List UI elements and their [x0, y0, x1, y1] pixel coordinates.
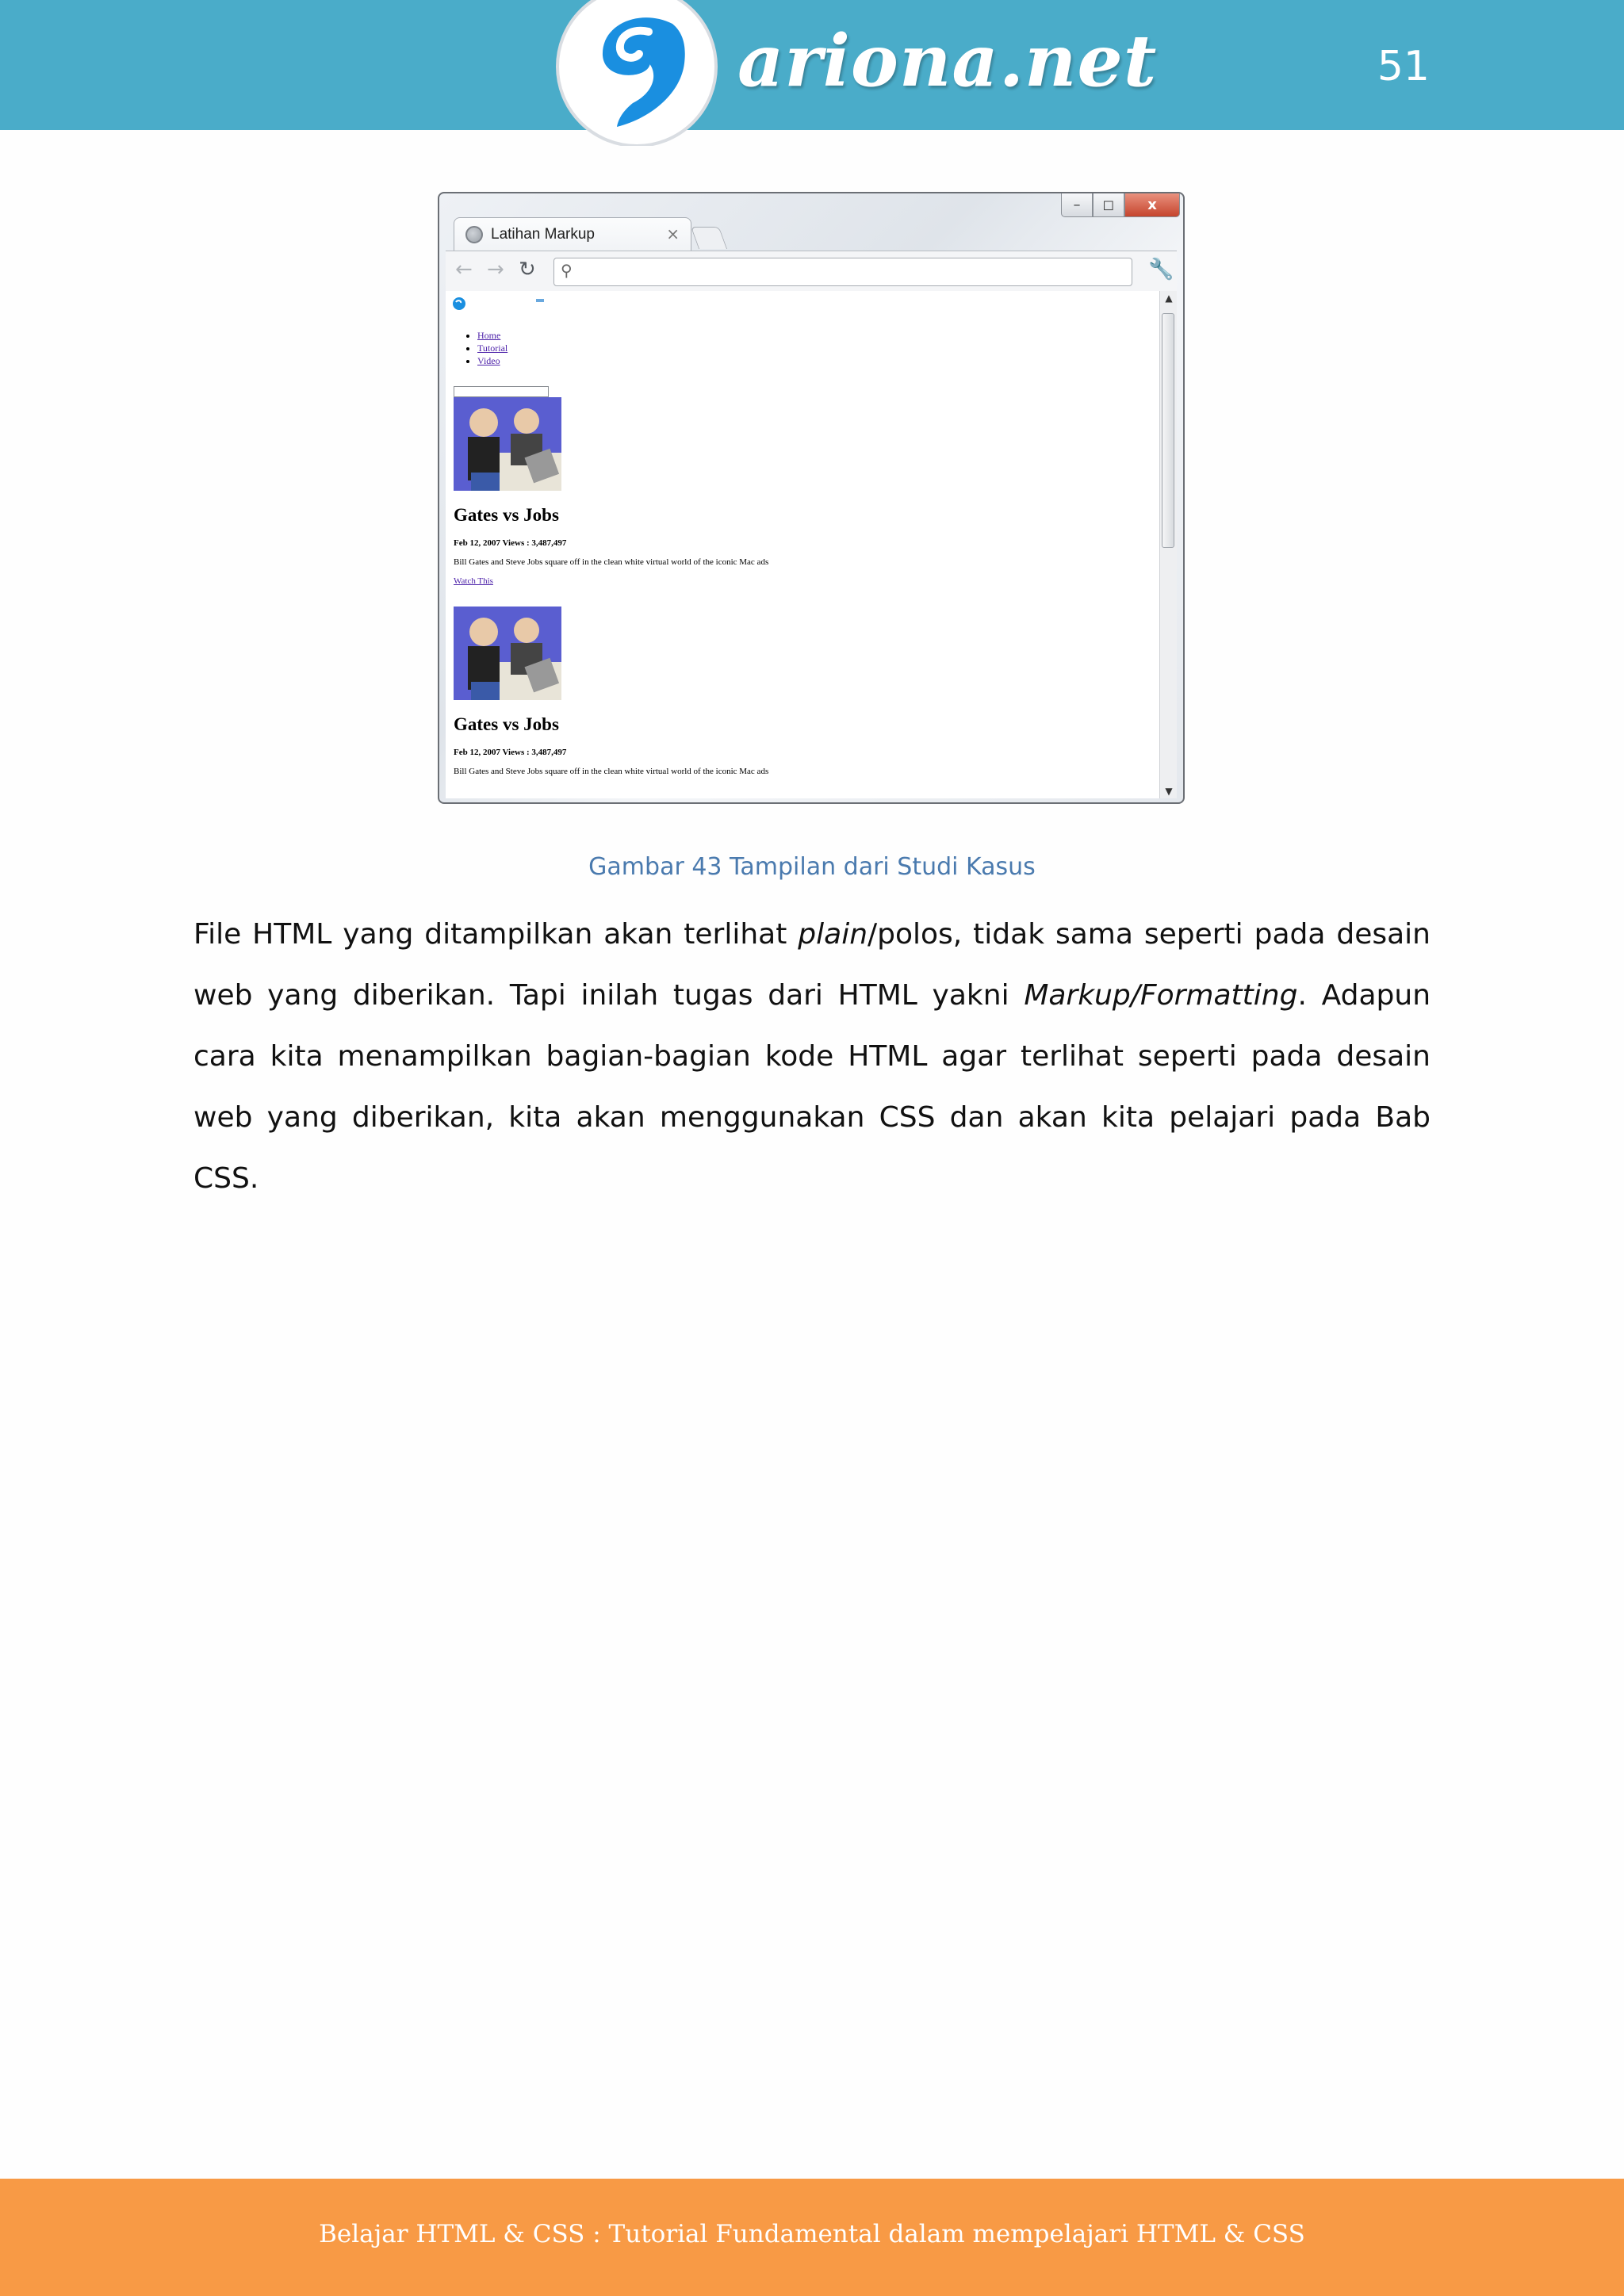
scroll-down-icon[interactable]: ▼ — [1165, 786, 1173, 797]
address-bar[interactable] — [553, 258, 1132, 286]
tab-title: Latihan Markup — [491, 225, 595, 243]
logo-text: ariona.net — [737, 19, 1158, 103]
post-description: Bill Gates and Steve Jobs square off in the clean white virtual world of the iconic Mac ads — [454, 557, 769, 567]
window-controls — [1061, 193, 1180, 219]
watch-link[interactable]: Watch This — [454, 576, 493, 586]
search-icon: ⚲ — [561, 261, 573, 280]
tab-close-icon[interactable]: × — [666, 224, 680, 243]
nav-item-video[interactable]: • Video — [477, 354, 508, 367]
browser-viewport — [446, 291, 1159, 798]
figure-caption: Gambar 43 Tampilan dari Studi Kasus — [588, 853, 1036, 881]
reload-icon[interactable]: ↻ — [519, 258, 536, 281]
site-logo-icon — [450, 296, 468, 313]
video-thumbnail[interactable] — [454, 397, 561, 491]
page-header — [0, 0, 1624, 130]
video-thumbnail[interactable] — [454, 607, 561, 700]
page-number: 51 — [1377, 43, 1430, 90]
post-meta: Feb 12, 2007 Views : 3,487,497 — [454, 538, 567, 548]
scroll-up-icon[interactable]: ▲ — [1165, 293, 1173, 304]
post-meta: Feb 12, 2007 Views : 3,487,497 — [454, 748, 567, 757]
browser-tab[interactable] — [454, 217, 691, 251]
vertical-scrollbar[interactable] — [1159, 291, 1177, 798]
forward-arrow-icon[interactable]: → — [487, 258, 504, 281]
back-arrow-icon[interactable]: ← — [455, 258, 473, 281]
new-tab-button[interactable] — [691, 227, 727, 249]
page-footer — [0, 2179, 1624, 2296]
post-description: Bill Gates and Steve Jobs square off in the clean white virtual world of the iconic Mac ads — [454, 767, 769, 776]
scroll-thumb[interactable] — [1162, 313, 1174, 548]
maximize-button[interactable]: ◻ — [1093, 193, 1124, 217]
ariona-logo-icon — [553, 0, 720, 146]
nav-item-tutorial[interactable]: • Tutorial — [477, 342, 508, 354]
body-paragraph: File HTML yang ditampilkan akan terlihat plain/polos, tidak sama seperti pada desain web yang diberikan. Tapi inilah tugas dari HTML yakni Markup/Formatting. Adapun cara kita menampilkan bagian-bagian kode HTML agar terlihat seperti pada desain web yang diberikan, kita akan menggunakan CSS dan akan kita pelajari pada Bab CSS. — [193, 918, 1431, 1195]
post-title: Gates vs Jobs — [454, 714, 559, 734]
site-nav — [468, 329, 508, 367]
site-search-input[interactable] — [454, 386, 549, 397]
browser-toolbar — [446, 251, 1177, 292]
nav-item-home[interactable]: • Home — [477, 329, 508, 342]
video-post — [454, 607, 1009, 776]
post-title: Gates vs Jobs — [454, 505, 559, 525]
site-logo-text — [536, 299, 544, 302]
video-post — [454, 397, 1009, 586]
page-favicon-icon — [465, 226, 483, 243]
browser-screenshot — [438, 192, 1185, 804]
minimize-button[interactable]: – — [1061, 193, 1093, 217]
wrench-icon[interactable]: 🔧 — [1148, 258, 1174, 281]
footer-text: Belajar HTML & CSS : Tutorial Fundamental dalam mempelajari HTML & CSS — [319, 2220, 1305, 2248]
close-window-button[interactable]: x — [1124, 193, 1180, 217]
